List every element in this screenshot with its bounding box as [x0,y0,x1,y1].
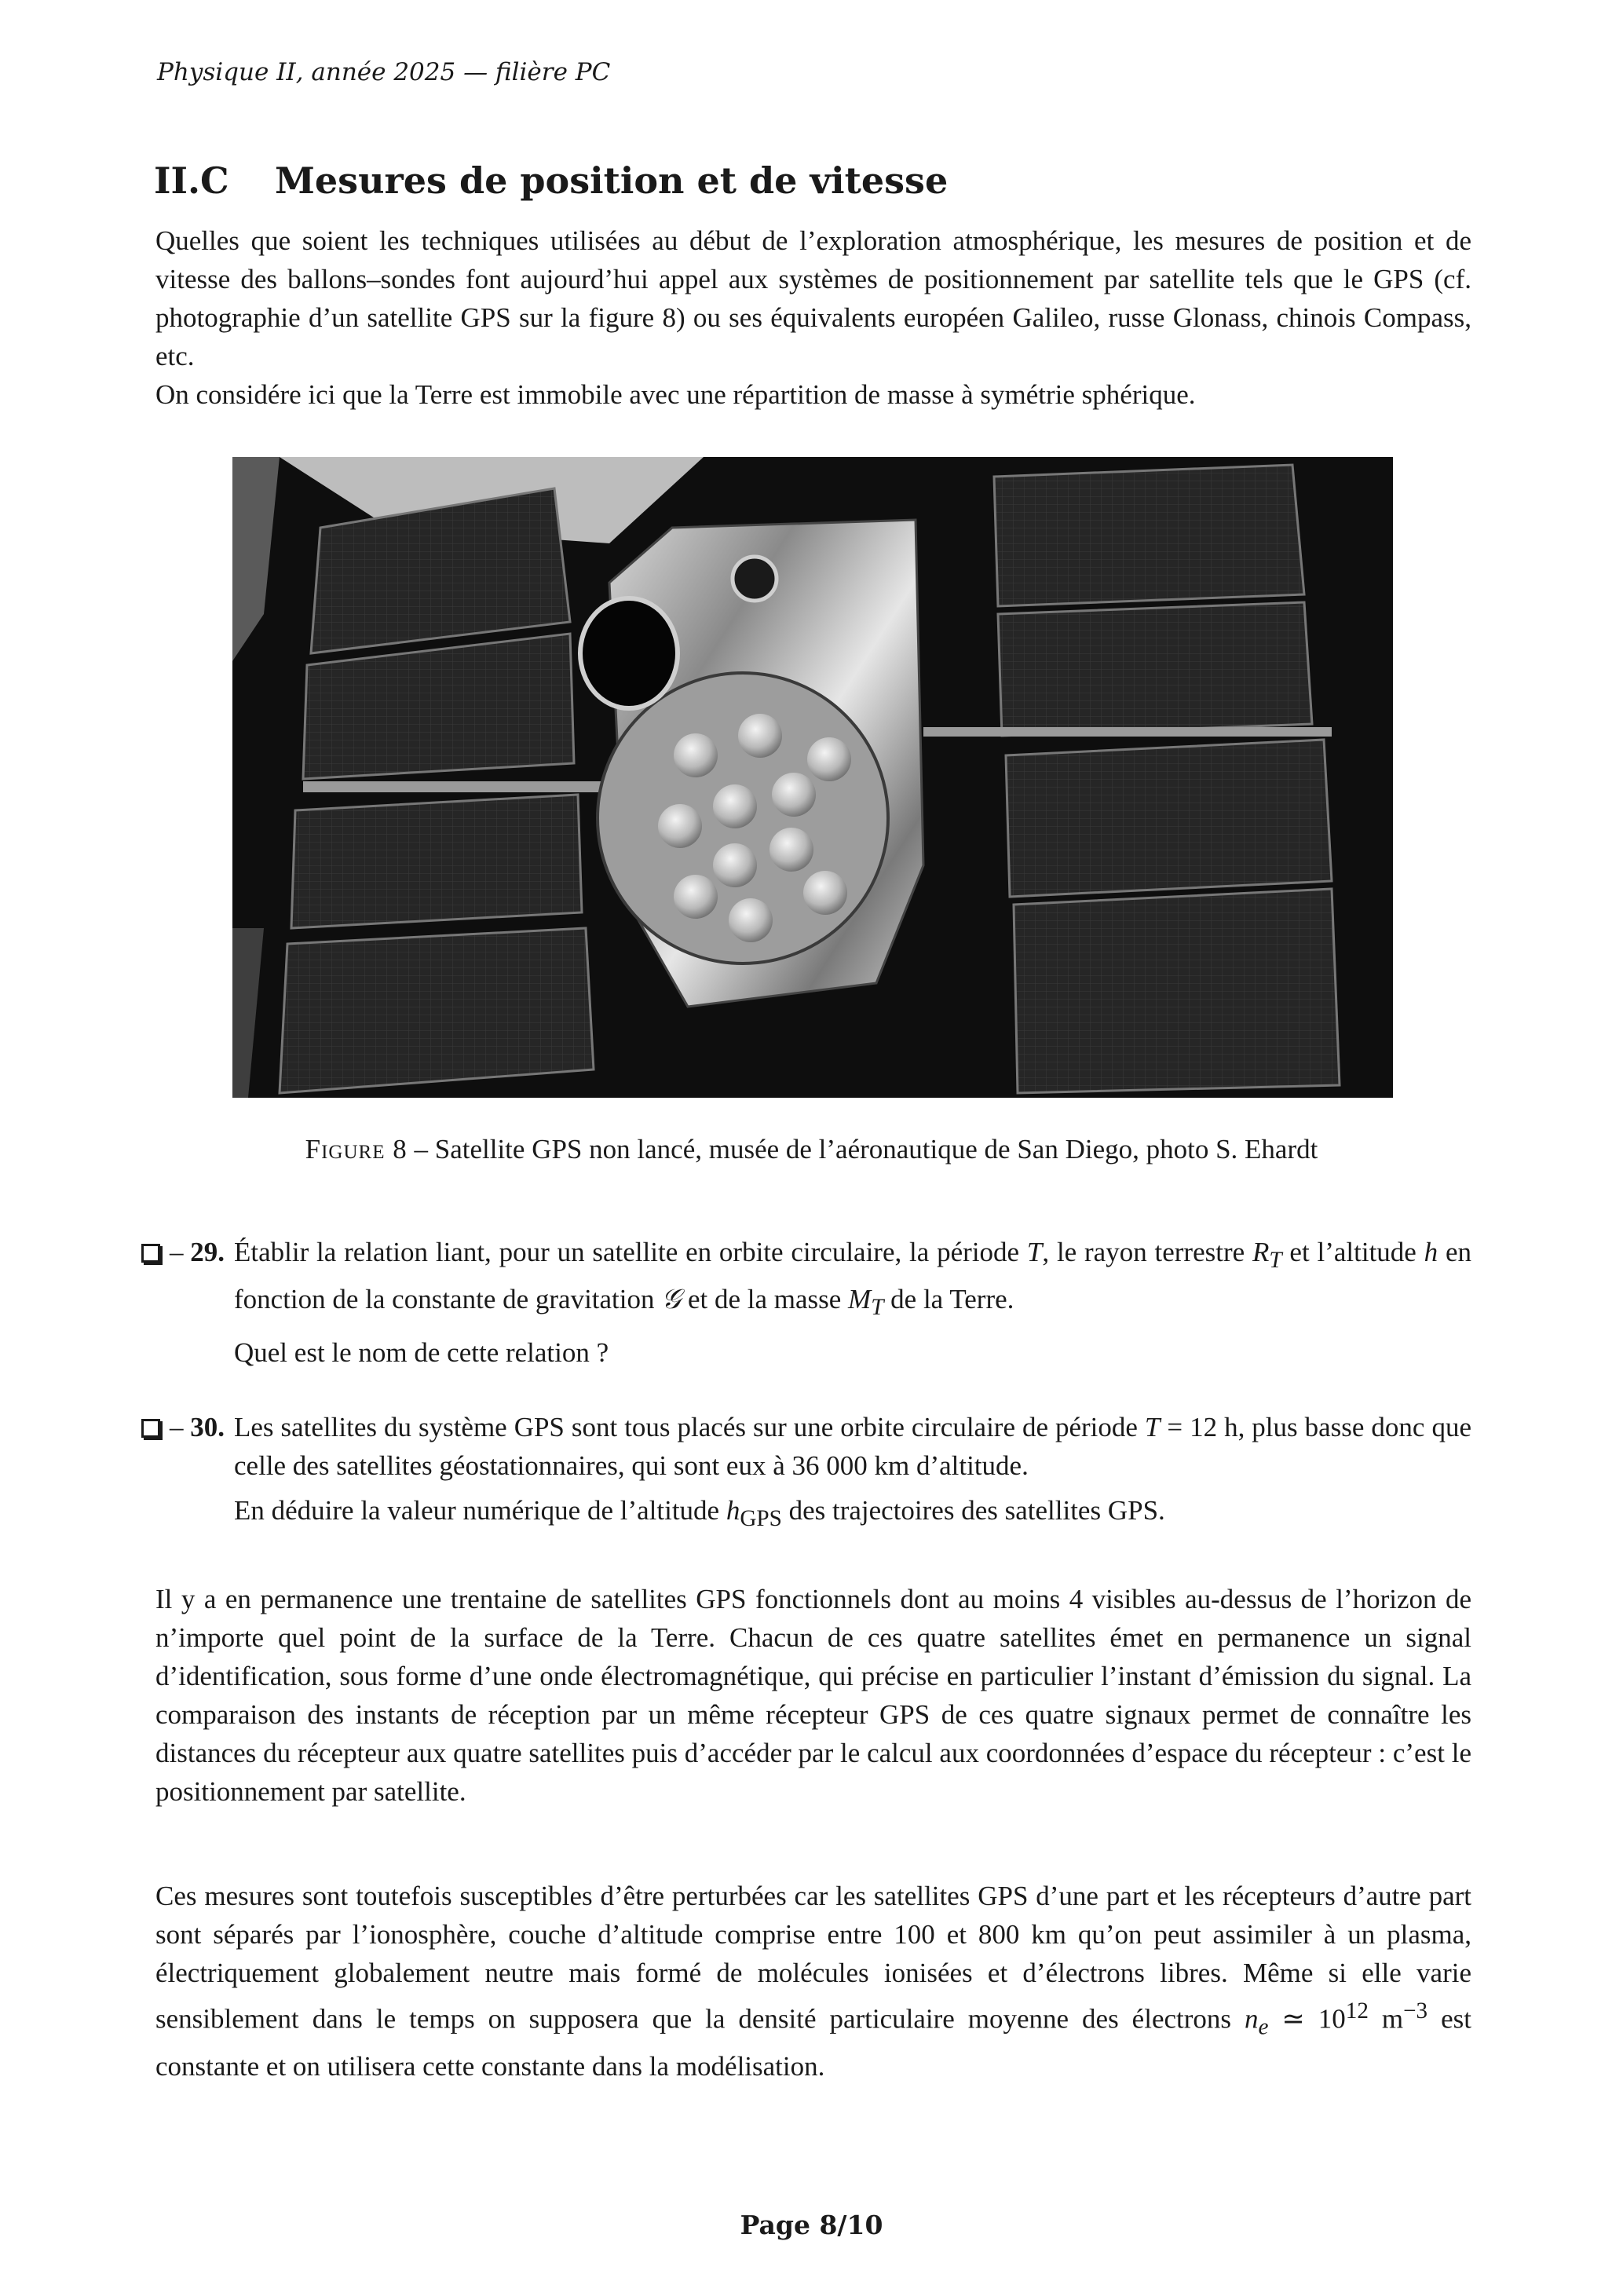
question-text: Les satellites du système GPS sont tous placés sur une orbite circulaire de période T = 12 h, plus basse donc que celle des satellites géostationnaires, qui sont eux à 36 000 km d’altitude. [234,1412,1471,1481]
body-paragraph-4 [155,1877,1471,2086]
left-solar-array [280,488,601,1093]
satellite-illustration [232,457,1393,1098]
checkbox-icon[interactable] [141,1419,160,1438]
satellite-photo [232,457,1393,1098]
intro-paragraphs [155,221,1471,414]
intro-paragraph-2: On considére ici que la Terre est immobile avec une répartition de masse à symétrie sphérique. [155,379,1196,410]
running-header: Physique II, année 2025 — filière PC [157,58,611,86]
question-dash: – [170,1237,191,1267]
question-text: Établir la relation liant, pour un satellite en orbite circulaire, la période T, le rayon terrestre $R_T$ et l’altitude h en fonction de la constante de gravitation 𝒢 et de la masse $M_T$ de la Terre. [234,1237,1472,1320]
body-paragraph-3 [155,1580,1471,1811]
question-marker [141,1408,225,1446]
section-number: II.C [154,159,229,202]
figure-label: Figure 8 [305,1134,408,1164]
question-29 [141,1233,1471,1372]
paragraph-3-text: Il y a en permanence une trentaine de satellites GPS fonctionnels dont au moins 4 visibles au-dessus de l’horizon de n’importe quel point de la surface de la Terre. Chacun de ces quatre satellites émet en permanence un signal d’identification, sous forme d’une onde électromagnétique, qui précise en particulier l’instant d’émission du signal. La comparaison des instants de réception par un même récepteur GPS de ces quatre signaux permet de connaître les distances du récepteur aux quatre satellites puis d’accéder par le calcul aux coordonnées d’espace du récepteur : c’est le positionnement par satellite. [155,1584,1471,1807]
section-heading [154,157,948,204]
paragraph-4-text: Ces mesures sont toutefois susceptibles d’être perturbées car les satellites GPS d’une part et les récepteurs d’autre part sont séparés par l’ionosphère, couche d’altitude comprise entre 100 et 800 km qu’on peut assimiler à un plasma, électriquement globalement neutre mais formé de molécules ionisées et d’électrons libres. Même si elle varie sensiblement dans le temps on supposera que la densité particulaire moyenne des électrons $n_e$ ≃ $10^{12}$ $m^{-3}$ est constante et on utilisera cette constante dans la modélisation. [155,1881,1471,2082]
figure-caption-text: – Satellite GPS non lancé, musée de l’aéronautique de San Diego, photo S. Ehardt [407,1134,1318,1164]
section-title: Mesures de position et de vitesse [275,159,949,202]
question-follow-up: En déduire la valeur numérique de l’altitude $h_{GPS}$ des trajectoires des satellites GPS. [234,1495,1165,1531]
intro-paragraph-1: Quelles que soient les techniques utilisées au début de l’exploration atmosphérique, les mesures de position et de vitesse des ballons–sondes font aujourd’hui appel aux systèmes de positionnement par satellite tels que le GPS (cf. photographie d’un satellite GPS sur la figure 8) ou ses équivalents européen Galileo, russe Glonass, chinois Compass, etc. [155,225,1471,371]
question-number: 30. [190,1412,225,1442]
figure-caption [0,1131,1623,1168]
page-number: Page 8/10 [740,2210,883,2240]
question-30 [141,1408,1471,1538]
question-follow-up: Quel est le nom de cette relation ? [234,1337,609,1368]
checkbox-icon[interactable] [141,1244,160,1263]
question-number: 29. [190,1237,225,1267]
question-marker [141,1233,225,1271]
question-dash: – [170,1412,191,1442]
